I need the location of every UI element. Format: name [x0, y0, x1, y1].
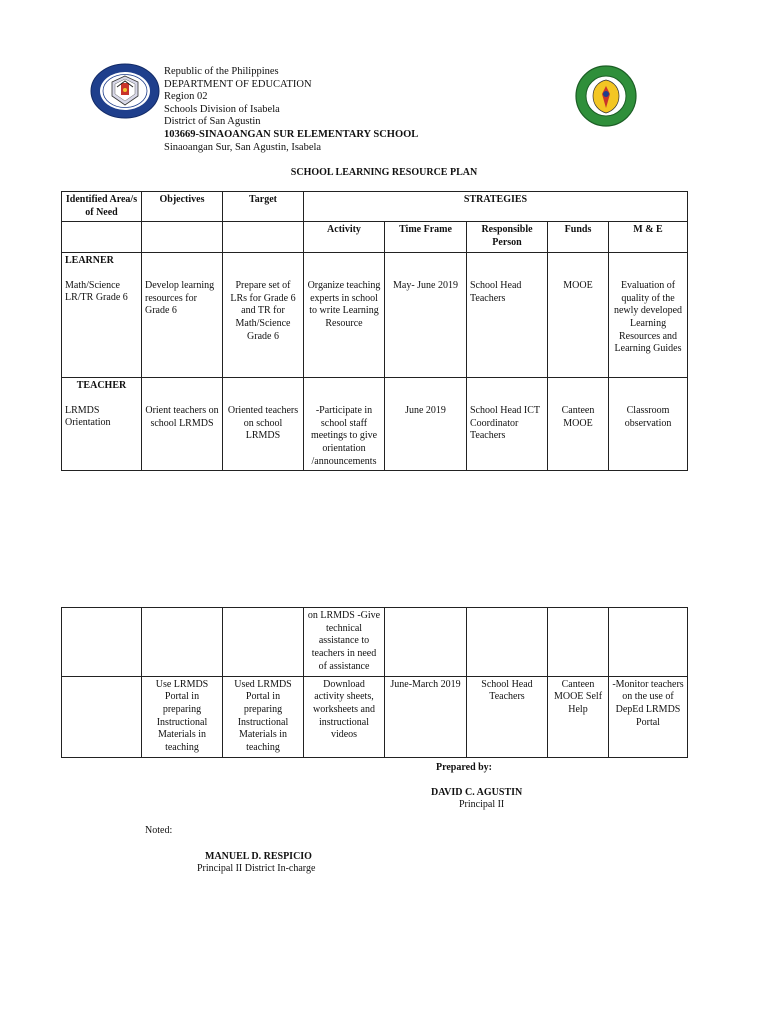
resource-plan-table: [61, 191, 688, 471]
learner-objectives: Develop learning resources for Grade 6: [145, 279, 215, 317]
table-row-learner: [62, 252, 688, 377]
noted-by-title: Principal II District In-charge: [197, 863, 316, 874]
teacher-target: Oriented teachers on school LRMDS: [227, 404, 299, 442]
teacher-objectives: Orient teachers on school LRMDS: [145, 404, 219, 429]
table-row-continued: [62, 608, 688, 677]
division-line: Schools Division of Isabela: [164, 103, 280, 115]
teacher-time-frame: June 2019: [405, 404, 446, 416]
portal-time-frame: June-March 2019: [390, 678, 461, 690]
learner-activity: Organize teaching experts in school to write Learning Resource: [307, 279, 381, 329]
learner-target: Prepare set of LRs for Grade 6 and TR for Math/Science Grade 6: [230, 279, 296, 342]
portal-funds: Canteen MOOE Self Help: [553, 678, 603, 715]
teacher-me: Classroom observation: [624, 404, 672, 429]
prepared-by-name: DAVID C. AGUSTIN: [431, 787, 523, 798]
portal-responsible: School Head Teachers: [481, 678, 533, 703]
teacher-activity: -Participate in school staff meetings to give orientation /announcements: [310, 404, 378, 467]
section-learner: LEARNER: [65, 254, 114, 266]
header-me: M & E: [609, 222, 688, 252]
portal-target: Used LRMDS Portal in preparing Instructional Materials in teaching: [234, 678, 292, 754]
portal-me: -Monitor teachers on the use of DepEd LRMDS Portal: [612, 678, 684, 728]
header-objectives: Objectives: [142, 192, 223, 222]
header-row-2: [62, 222, 688, 252]
header-funds: Funds: [548, 222, 609, 252]
noted-label: Noted:: [145, 825, 173, 836]
prepared-by-title: Principal II: [459, 799, 505, 810]
table-row-portal: [62, 676, 688, 757]
school-address: Sinaoangan Sur, San Agustin, Isabela: [164, 141, 322, 153]
department-line: DEPARTMENT OF EDUCATION: [164, 78, 312, 90]
letterhead: [164, 66, 418, 154]
table-row-teacher: [62, 377, 688, 471]
header-row-1: [62, 192, 688, 222]
learner-time-frame: May- June 2019: [393, 279, 458, 291]
teacher-funds: Canteen MOOE: [561, 404, 595, 429]
header-responsible: Responsible Person: [467, 222, 548, 252]
header-target: Target: [223, 192, 304, 222]
header-time-frame: Time Frame: [385, 222, 467, 252]
learner-responsible: School Head Teachers: [470, 279, 522, 304]
republic-line: Republic of the Philippines: [164, 66, 279, 77]
teacher-area: LRMDS Orientation: [65, 404, 111, 429]
resource-plan-table-continued: [61, 607, 688, 758]
region-line: Region 02: [164, 91, 208, 103]
school-name: 103669-SINAOANGAN SUR ELEMENTARY SCHOOL: [164, 128, 419, 140]
division-seal: [575, 64, 637, 128]
learner-area: Math/Science LR/TR Grade 6: [65, 279, 128, 304]
header-strategies: STRATEGIES: [304, 192, 688, 222]
learner-funds: MOOE: [563, 279, 593, 291]
deped-seal: [90, 63, 160, 119]
district-line: District of San Agustin: [164, 116, 261, 128]
prepared-by-label: Prepared by:: [436, 762, 493, 773]
document-title: SCHOOL LEARNING RESOURCE PLAN: [290, 167, 478, 178]
teacher-responsible: School Head ICT Coordinator Teachers: [470, 404, 540, 442]
header-activity: Activity: [304, 222, 385, 252]
noted-by-name: MANUEL D. RESPICIO: [205, 851, 312, 862]
portal-activity: Download activity sheets, worksheets and instructional videos: [313, 678, 375, 741]
learner-me: Evaluation of quality of the newly developed Learning Resources and Learning Guides: [613, 279, 683, 355]
continued-activity: on LRMDS -Give technical assistance to teachers in need of assistance: [307, 610, 381, 672]
section-teacher: TEACHER: [76, 379, 127, 391]
header-area: Identified Area/s of Need: [62, 192, 142, 222]
portal-objectives: Use LRMDS Portal in preparing Instructional Materials in teaching: [155, 678, 209, 754]
